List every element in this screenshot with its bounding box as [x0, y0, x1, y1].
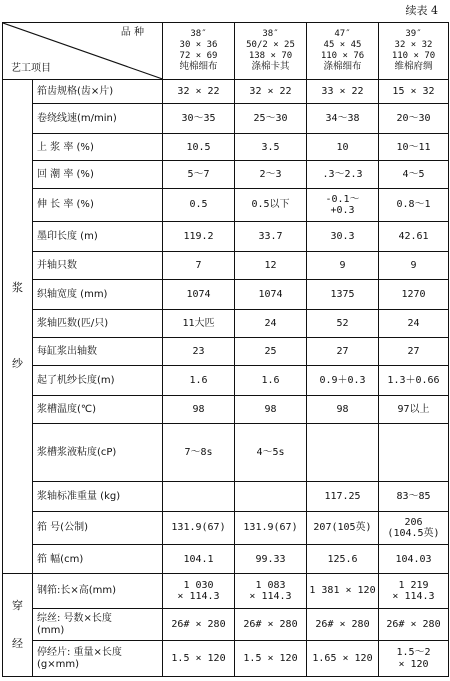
process-item-label: 浆轴标准重量 (kg)	[33, 481, 163, 511]
value-cell: 83～85	[379, 481, 449, 511]
value-cell: 1 030 × 114.3	[163, 574, 235, 609]
value-cell: 98	[235, 396, 307, 424]
value-cell: 10	[307, 134, 379, 161]
table-caption: 续表 4	[405, 4, 438, 17]
value-cell: .3～2.3	[307, 161, 379, 189]
value-cell: 9	[379, 252, 449, 280]
value-cell: 52	[307, 310, 379, 338]
process-item-label: 织轴宽度 (mm)	[33, 280, 163, 310]
process-item-label: 浆槽温度(℃)	[33, 396, 163, 424]
value-cell: 30～35	[163, 104, 235, 134]
value-cell: 0.9＋0.3	[307, 366, 379, 396]
process-item-label: 停经片: 重量×长度 (g×mm)	[33, 641, 163, 677]
process-item-label: 筘 号(公制)	[33, 512, 163, 545]
value-cell	[163, 481, 235, 511]
table-row	[3, 545, 449, 574]
value-cell: 42.61	[379, 222, 449, 252]
value-cell: 15 × 32	[379, 79, 449, 104]
value-cell	[379, 424, 449, 482]
value-cell: 24	[379, 310, 449, 338]
value-cell: 5～7	[163, 161, 235, 189]
value-cell: 4～5	[379, 161, 449, 189]
value-cell: 25	[235, 338, 307, 366]
process-item-label: 回 潮 率 (%)	[33, 161, 163, 189]
product-density: 110 × 76	[320, 50, 365, 61]
table-row	[3, 396, 449, 424]
process-item-label: 墨印长度 (m)	[33, 222, 163, 252]
table-row	[3, 104, 449, 134]
process-item-label: 上 浆 率 (%)	[33, 134, 163, 161]
value-cell: 27	[379, 338, 449, 366]
process-item-label: 综丝: 号数×长度 (mm)	[33, 608, 163, 640]
value-cell: 1.3＋0.66	[379, 366, 449, 396]
section-label: 浆 纱	[3, 79, 33, 574]
value-cell: 4～5s	[235, 424, 307, 482]
process-item-label: 每缸浆出轴数	[33, 338, 163, 366]
value-cell: 206 (104.5英)	[379, 512, 449, 545]
value-cell: 33.7	[235, 222, 307, 252]
value-cell: 10～11	[379, 134, 449, 161]
value-cell: 0.5以下	[235, 188, 307, 221]
table-row	[3, 608, 449, 640]
value-cell: 25～30	[235, 104, 307, 134]
table-row	[3, 310, 449, 338]
value-cell: 1.5～2 × 120	[379, 641, 449, 677]
value-cell: 30.3	[307, 222, 379, 252]
value-cell: 26# × 280	[379, 608, 449, 640]
table-row	[3, 161, 449, 189]
process-item-label: 并轴只数	[33, 252, 163, 280]
value-cell: 32 × 22	[235, 79, 307, 104]
value-cell: 99.33	[235, 545, 307, 574]
product-header-3	[307, 23, 379, 80]
value-cell: 23	[163, 338, 235, 366]
product-name: 纯棉细布	[179, 61, 218, 73]
product-density: 72 × 69	[179, 50, 218, 61]
table-row	[3, 641, 449, 677]
value-cell: 3.5	[235, 134, 307, 161]
product-size: 32 × 32	[394, 39, 433, 50]
product-name: 维棉府绸	[394, 61, 433, 73]
value-cell: 33 × 22	[307, 79, 379, 104]
value-cell: 1.5 × 120	[163, 641, 235, 677]
process-item-label: 浆轴匹数(匹/只)	[33, 310, 163, 338]
value-cell	[235, 481, 307, 511]
value-cell: 117.25	[307, 481, 379, 511]
table-row	[3, 481, 449, 511]
process-item-label: 筘齿规格(齿×片)	[33, 79, 163, 104]
value-cell	[307, 424, 379, 482]
value-cell: 207(105英)	[307, 512, 379, 545]
header-bottom-label: 艺工项目	[11, 63, 51, 75]
value-cell: 1074	[163, 280, 235, 310]
value-cell: 1074	[235, 280, 307, 310]
value-cell: 26# × 280	[235, 608, 307, 640]
table-row	[3, 366, 449, 396]
value-cell: 7	[163, 252, 235, 280]
header-top-label: 品 种	[120, 27, 144, 38]
value-cell: 125.6	[307, 545, 379, 574]
table-row	[3, 222, 449, 252]
value-cell: 7～8s	[163, 424, 235, 482]
product-header-1	[163, 23, 235, 80]
product-header-2	[235, 23, 307, 80]
product-size: 45 × 45	[323, 39, 362, 50]
value-cell: 2～3	[235, 161, 307, 189]
value-cell: 27	[307, 338, 379, 366]
product-size: 30 × 36	[179, 39, 218, 50]
table-row	[3, 134, 449, 161]
value-cell: 20～30	[379, 104, 449, 134]
product-count: 47″	[334, 29, 351, 40]
value-cell: 98	[163, 396, 235, 424]
value-cell: 1270	[379, 280, 449, 310]
header-corner-cell	[3, 23, 163, 80]
value-cell: 104.03	[379, 545, 449, 574]
product-name: 涤棉卡其	[251, 61, 290, 73]
value-cell: 26# × 280	[163, 608, 235, 640]
table-row	[3, 424, 449, 482]
product-header-4	[379, 23, 449, 80]
process-item-label: 伸 长 率 (%)	[33, 188, 163, 221]
process-item-label: 筘 幅(cm)	[33, 545, 163, 574]
section-label: 穿 经	[3, 574, 33, 677]
value-cell: 10.5	[163, 134, 235, 161]
value-cell: 24	[235, 310, 307, 338]
process-table	[2, 22, 449, 677]
value-cell: 1.6	[163, 366, 235, 396]
value-cell: 1 381 × 120	[307, 574, 379, 609]
value-cell: 1.5 × 120	[235, 641, 307, 677]
process-item-label: 起了机纱长度(m)	[33, 366, 163, 396]
value-cell: 9	[307, 252, 379, 280]
value-cell: 104.1	[163, 545, 235, 574]
value-cell: 1.6	[235, 366, 307, 396]
table-row	[3, 79, 449, 104]
value-cell: 0.5	[163, 188, 235, 221]
process-item-label: 钢筘:长×高(mm)	[33, 574, 163, 609]
value-cell: -0.1～ +0.3	[307, 188, 379, 221]
value-cell: 119.2	[163, 222, 235, 252]
table-row	[3, 338, 449, 366]
table-row	[3, 512, 449, 545]
product-name: 涤棉细布	[323, 61, 362, 73]
value-cell: 97以上	[379, 396, 449, 424]
value-cell: 12	[235, 252, 307, 280]
process-item-label: 浆槽浆液粘度(cP)	[33, 424, 163, 482]
product-count: 38″	[190, 29, 207, 40]
product-count: 39″	[405, 29, 422, 40]
value-cell: 131.9(67)	[163, 512, 235, 545]
table-row	[3, 252, 449, 280]
table-row	[3, 188, 449, 221]
value-cell: 131.9(67)	[235, 512, 307, 545]
product-count: 38″	[262, 29, 279, 40]
value-cell: 1 083 × 114.3	[235, 574, 307, 609]
product-density: 110 × 70	[391, 50, 436, 61]
product-density: 138 × 70	[248, 50, 293, 61]
table-row	[3, 280, 449, 310]
value-cell: 1.65 × 120	[307, 641, 379, 677]
value-cell: 98	[307, 396, 379, 424]
value-cell: 34～38	[307, 104, 379, 134]
value-cell: 11大匹	[163, 310, 235, 338]
process-item-label: 卷绕线速(m/min)	[33, 104, 163, 134]
product-size: 50/2 × 25	[246, 39, 295, 50]
table-row	[3, 574, 449, 609]
value-cell: 1 219 × 114.3	[379, 574, 449, 609]
value-cell: 26# × 280	[307, 608, 379, 640]
header-row	[3, 23, 449, 80]
value-cell: 1375	[307, 280, 379, 310]
value-cell: 0.8～1	[379, 188, 449, 221]
value-cell: 32 × 22	[163, 79, 235, 104]
